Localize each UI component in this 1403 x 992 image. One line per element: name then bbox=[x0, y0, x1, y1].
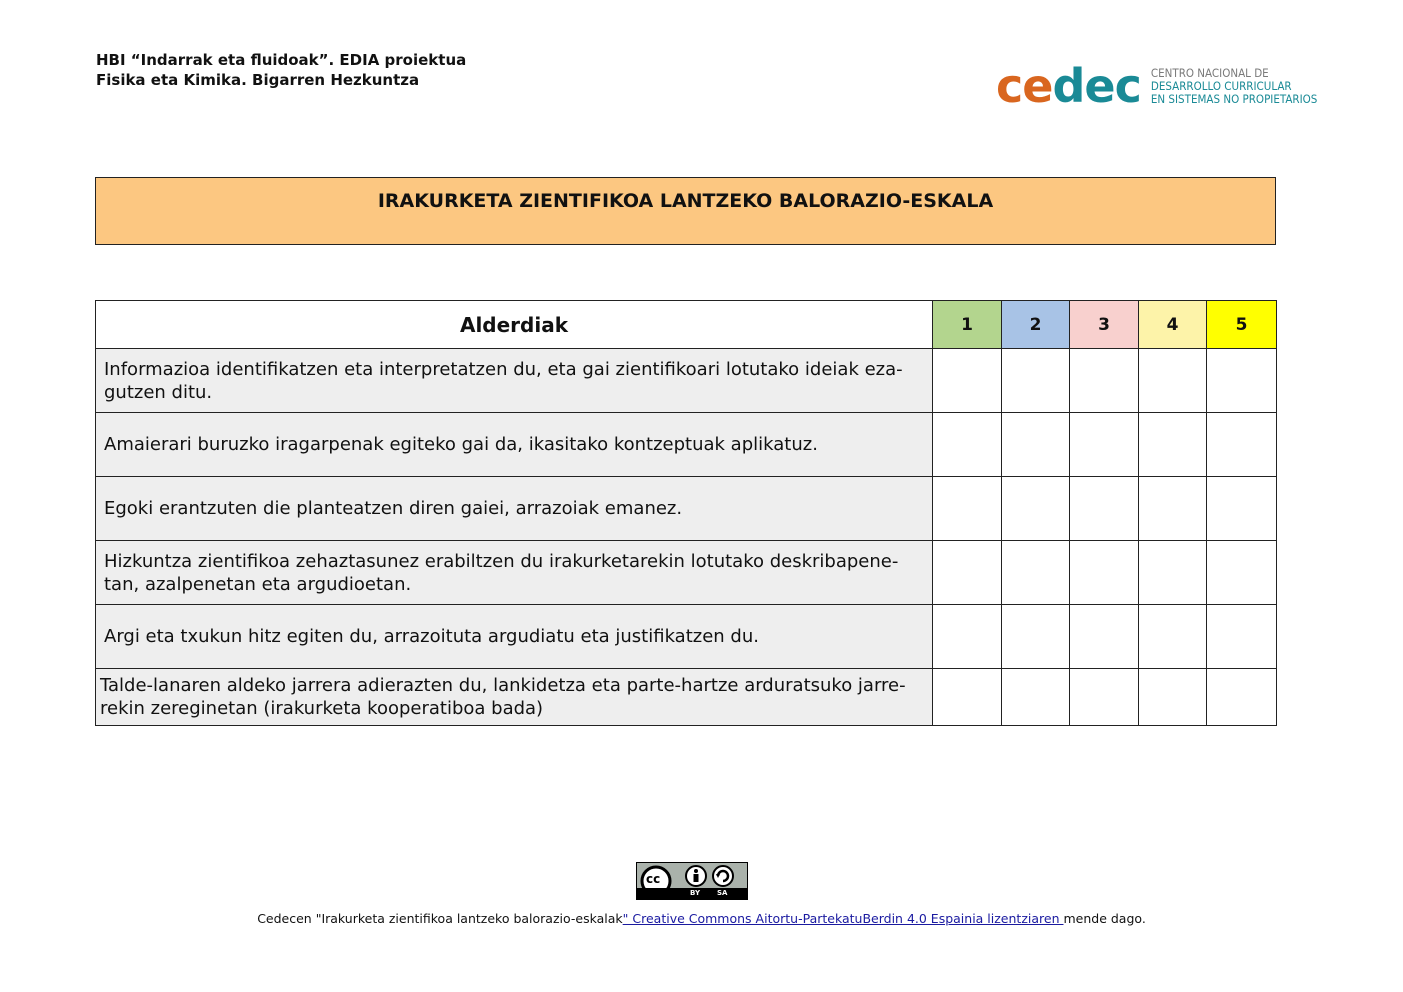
level-4-header: 4 bbox=[1139, 301, 1207, 349]
rating-cell-4[interactable] bbox=[1139, 413, 1207, 477]
rating-cell-5[interactable] bbox=[1207, 349, 1277, 413]
cc-sa-label: SA bbox=[717, 889, 728, 897]
rating-cell-1[interactable] bbox=[933, 349, 1002, 413]
rating-cell-5[interactable] bbox=[1207, 541, 1277, 605]
rating-cell-1[interactable] bbox=[933, 669, 1002, 726]
page-title: IRAKURKETA ZIENTIFIKOA LANTZEKO BALORAZIO-ESKALA bbox=[377, 190, 994, 212]
table-row bbox=[96, 669, 1277, 726]
cc-by-sa-badge[interactable] bbox=[636, 862, 748, 900]
license-suffix: mende dago. bbox=[1063, 911, 1146, 926]
cc-by-label: BY bbox=[690, 889, 701, 897]
cedec-logo-word: cedec bbox=[996, 59, 1141, 113]
table-row bbox=[96, 605, 1277, 669]
rating-cell-4[interactable] bbox=[1139, 541, 1207, 605]
criterion-cell: Informazioa identifikatzen eta interpretatzen du, eta gai zientifikoari lotutako ideiak eza- gutzen ditu. bbox=[96, 349, 933, 413]
table-row bbox=[96, 413, 1277, 477]
criterion-cell: Talde-lanaren aldeko jarrera adierazten du, lankidetza eta parte-hartze arduratsuko jarre- rekin zereginetan (irakurketa kooperatiboa bada) bbox=[96, 669, 933, 726]
level-1-header: 1 bbox=[933, 301, 1002, 349]
rating-cell-3[interactable] bbox=[1070, 413, 1139, 477]
rating-cell-5[interactable] bbox=[1207, 669, 1277, 726]
level-2-header: 2 bbox=[1002, 301, 1070, 349]
rating-cell-1[interactable] bbox=[933, 541, 1002, 605]
rating-cell-4[interactable] bbox=[1139, 349, 1207, 413]
rating-cell-5[interactable] bbox=[1207, 477, 1277, 541]
rating-cell-2[interactable] bbox=[1002, 477, 1070, 541]
rating-cell-4[interactable] bbox=[1139, 477, 1207, 541]
criterion-cell: Amaierari buruzko iragarpenak egiteko gai da, ikasitako kontzeptuak aplikatuz. bbox=[96, 413, 933, 477]
header-project-line: HBI “Indarrak eta fluidoak”. EDIA proiektua bbox=[96, 51, 467, 69]
rating-cell-3[interactable] bbox=[1070, 349, 1139, 413]
license-notice bbox=[0, 911, 1403, 926]
rating-cell-3[interactable] bbox=[1070, 669, 1139, 726]
level-5-header: 5 bbox=[1207, 301, 1277, 349]
share-alike-icon bbox=[713, 866, 733, 886]
criterion-cell: Egoki erantzuten die planteatzen diren gaiei, arrazoiak emanez. bbox=[96, 477, 933, 541]
rating-cell-2[interactable] bbox=[1002, 605, 1070, 669]
cc-badge-band bbox=[637, 888, 747, 899]
rating-cell-5[interactable] bbox=[1207, 413, 1277, 477]
rating-cell-3[interactable] bbox=[1070, 541, 1139, 605]
cedec-logo-caption: CENTRO NACIONAL DE DESARROLLO CURRICULAR EN SISTEMAS NO PROPIETARIOS bbox=[1150, 65, 1318, 106]
level-3-header: 3 bbox=[1070, 301, 1139, 349]
rating-cell-2[interactable] bbox=[1002, 413, 1070, 477]
rating-cell-4[interactable] bbox=[1139, 669, 1207, 726]
table-row bbox=[96, 477, 1277, 541]
cedec-logo bbox=[996, 60, 1317, 112]
rating-cell-4[interactable] bbox=[1139, 605, 1207, 669]
table-row bbox=[96, 349, 1277, 413]
rating-cell-3[interactable] bbox=[1070, 605, 1139, 669]
cc-text: cc bbox=[646, 872, 661, 886]
rating-cell-1[interactable] bbox=[933, 605, 1002, 669]
title-banner bbox=[95, 177, 1276, 245]
rating-cell-2[interactable] bbox=[1002, 541, 1070, 605]
rating-cell-5[interactable] bbox=[1207, 605, 1277, 669]
rating-cell-1[interactable] bbox=[933, 477, 1002, 541]
header-subject-line: Fisika eta Kimika. Bigarren Hezkuntza bbox=[96, 71, 420, 89]
criterion-cell: Hizkuntza zientifikoa zehaztasunez erabiltzen du irakurketarekin lotutako deskribapene- tan, azalpenetan eta argudioetan. bbox=[96, 541, 933, 605]
table-row bbox=[96, 541, 1277, 605]
license-link[interactable]: " Creative Commons Aitortu-PartekatuBerdin 4.0 Espainia lizentziaren bbox=[622, 911, 1064, 926]
rating-cell-2[interactable] bbox=[1002, 349, 1070, 413]
rating-cell-1[interactable] bbox=[933, 413, 1002, 477]
aspects-column-header: Alderdiak bbox=[96, 301, 933, 349]
rating-scale-table bbox=[95, 300, 1277, 726]
rating-cell-2[interactable] bbox=[1002, 669, 1070, 726]
document-header bbox=[96, 50, 466, 90]
license-prefix: Cedecen "Irakurketa zientifikoa lantzeko balorazio-eskalak bbox=[257, 911, 623, 926]
rating-cell-3[interactable] bbox=[1070, 477, 1139, 541]
criterion-cell: Argi eta txukun hitz egiten du, arrazoituta argudiatu eta justifikatzen du. bbox=[96, 605, 933, 669]
